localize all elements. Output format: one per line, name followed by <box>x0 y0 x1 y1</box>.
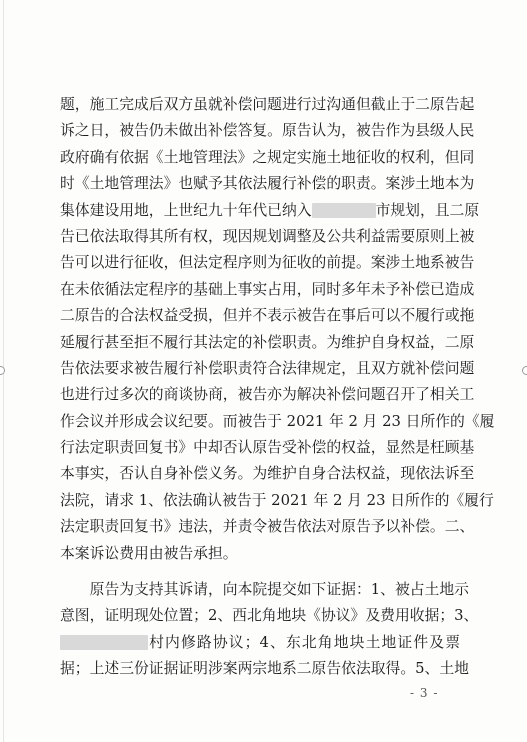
body-line: 法定职责回复书》违法，并责令被告依法对原告予以补偿。二、 <box>60 518 475 536</box>
evidence-paragraph-line: 原告为支持其诉请，向本院提交如下证据：1、被占土地示 <box>89 581 469 599</box>
body-line: 题，施工完成后双方虽就补偿问题进行过沟通但截止于二原告起 <box>60 96 475 113</box>
body-line: 在未依循法定程序的基础上事实占用，同时多年未予补偿已造成 <box>60 280 475 298</box>
body-line: 二原告的合法权益受损，但并不表示被告在事后可以不履行或拖 <box>60 307 475 325</box>
body-line-with-redaction <box>60 198 480 224</box>
redaction-mask <box>60 635 148 650</box>
body-line: 本事实，否认自身补偿义务。为维护自身合法权益，现依法诉至 <box>60 465 475 483</box>
evidence-line-with-redaction <box>60 630 460 656</box>
body-line: 作会议并形成会议纪要。而被告于 2021 年 2 月 23 日所作的《履 <box>60 412 495 430</box>
paragraph-gap <box>60 567 460 577</box>
evidence-paragraph-line: 据；上述三份证据证明涉案两宗地系二原告依法取得。5、土地 <box>60 660 469 678</box>
page-number: - 3 - <box>410 686 439 700</box>
body-line: 法院，请求 1、依法确认被告于 2021 年 2 月 23 日所作的《履行 <box>60 491 494 509</box>
body-text-fragment: 集体建设用地，上世纪九十年代已纳入 <box>60 201 312 219</box>
body-line: 告可以进行征收，但法定程序则为征收的前提。案涉土地系被告 <box>60 254 475 272</box>
body-line: 诉之日，被告仍未做出补偿答复。原告认为，被告作为县级人民 <box>60 122 475 140</box>
body-line: 延履行甚至拒不履行其法定的补偿职责。为维护自身权益，二原 <box>60 333 475 351</box>
body-line: 也进行过多次的商谈协商，被告亦为解决补偿问题召开了相关工 <box>60 386 475 404</box>
body-line: 政府确有依据《土地管理法》之规定实施土地征收的权利，但同 <box>60 148 475 166</box>
binding-hole-left <box>0 366 5 375</box>
body-line: 本案诉讼费用由被告承担。 <box>60 544 238 562</box>
body-line: 行法定职责回复书》中却否认原告受补偿的权益，显然是枉顾基 <box>60 439 475 457</box>
body-text-fragment: 市规划，且二原 <box>375 201 480 219</box>
evidence-paragraph-line: 意图，证明现处位置；2、西北角地块《协议》及费用收据；3、 <box>60 607 479 625</box>
body-line: 告已依法取得其所有权，现因规划调整及公共利益需要原则上被 <box>60 227 475 245</box>
body-line: 告依法要求被告履行补偿职责符合法律规定，且双方就补偿问题 <box>60 359 475 377</box>
body-text-fragment: 村内修路协议；4、东北角地块土地证件及票 <box>148 633 460 651</box>
binding-hole-right <box>522 366 527 375</box>
document-body <box>60 92 495 683</box>
redaction-mask <box>312 203 376 218</box>
body-line: 时《土地管理法》也赋予其依法履行补偿的职责。案涉土地本为 <box>60 175 475 193</box>
